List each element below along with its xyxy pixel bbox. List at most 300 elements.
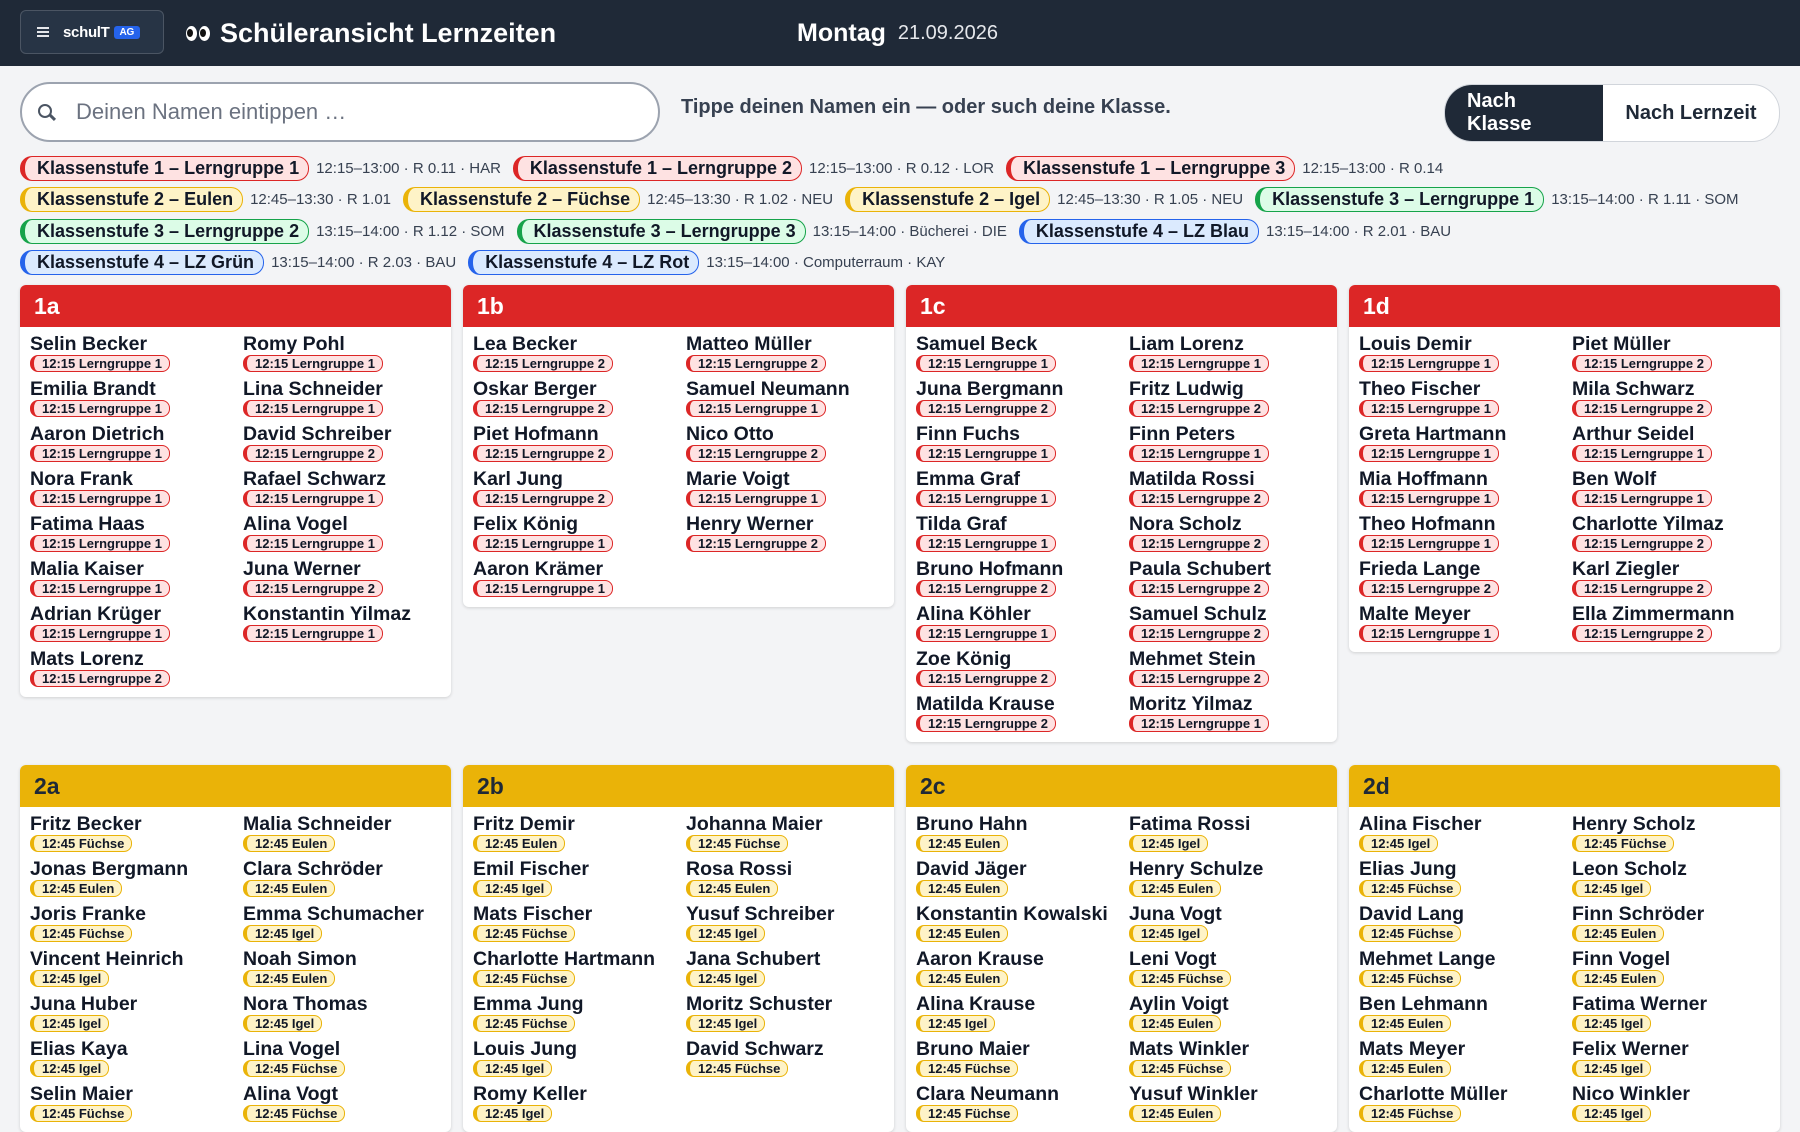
student-name: Charlotte Müller	[1359, 1083, 1508, 1105]
group-meta: 12:15–13:00 · R 0.14	[1302, 160, 1444, 178]
student-entry[interactable]	[1129, 331, 1337, 376]
student-entry[interactable]	[1359, 511, 1572, 556]
student-name: Emma Schumacher	[243, 903, 424, 925]
study-group-badge: 12:15 Lerngruppe 2	[1129, 490, 1269, 507]
student-list	[463, 807, 894, 1132]
day-name: Montag	[797, 18, 886, 47]
student-entry[interactable]	[1572, 811, 1780, 856]
student-name: Moritz Yilmaz	[1129, 693, 1253, 715]
student-name: Fritz Demir	[473, 813, 575, 835]
student-name: Samuel Schulz	[1129, 603, 1267, 625]
group-badge: Klassenstufe 3 – Lerngruppe 2	[20, 219, 309, 244]
study-group-badge: 12:45 Igel	[30, 1015, 109, 1032]
student-name: Romy Pohl	[243, 333, 345, 355]
student-name: Finn Schröder	[1572, 903, 1705, 925]
study-group-badge: 12:15 Lerngruppe 1	[243, 355, 383, 372]
student-entry[interactable]	[473, 811, 686, 856]
study-group-badge: 12:45 Füchse	[1359, 925, 1461, 942]
student-name: David Schreiber	[243, 423, 392, 445]
student-entry[interactable]	[473, 376, 686, 421]
student-entry[interactable]	[243, 946, 451, 991]
study-group-badge: 12:45 Igel	[243, 925, 322, 942]
study-group-badge: 12:45 Füchse	[916, 1060, 1018, 1077]
class-card-1c	[906, 285, 1337, 742]
student-name: Jonas Bergmann	[30, 858, 189, 880]
study-group-badge: 12:15 Lerngruppe 1	[243, 400, 383, 417]
student-entry[interactable]	[686, 376, 894, 421]
student-entry[interactable]	[916, 691, 1129, 736]
student-name: Nora Thomas	[243, 993, 368, 1015]
student-name: Theo Fischer	[1359, 378, 1481, 400]
study-group-badge: 12:15 Lerngruppe 2	[916, 715, 1056, 732]
student-name: Frieda Lange	[1359, 558, 1481, 580]
class-card-2c	[906, 765, 1337, 1132]
student-entry[interactable]	[243, 811, 451, 856]
student-entry[interactable]	[1572, 946, 1780, 991]
study-group-badge: 12:45 Füchse	[1129, 1060, 1231, 1077]
student-name: Greta Hartmann	[1359, 423, 1507, 445]
student-entry[interactable]	[1359, 1036, 1572, 1081]
student-entry[interactable]	[473, 556, 686, 601]
student-entry[interactable]	[1129, 811, 1337, 856]
study-group-badge: 12:45 Füchse	[473, 970, 575, 987]
study-group-badge: 12:15 Lerngruppe 2	[686, 445, 826, 462]
student-entry[interactable]	[243, 421, 451, 466]
class-card-title: 2c	[906, 765, 1337, 807]
study-group-badge: 12:15 Lerngruppe 2	[473, 355, 613, 372]
study-group-badge: 12:45 Füchse	[473, 925, 575, 942]
group-meta: 12:15–13:00 · R 0.11 · HAR	[316, 160, 501, 178]
student-name: Clara Neumann	[916, 1083, 1060, 1105]
study-group-badge: 12:15 Lerngruppe 1	[916, 445, 1056, 462]
menu-button[interactable]	[20, 10, 164, 54]
study-group-badge: 12:45 Igel	[1572, 1105, 1651, 1122]
student-name: Mats Fischer	[473, 903, 593, 925]
student-entry[interactable]	[1572, 556, 1780, 601]
student-entry[interactable]	[686, 466, 894, 511]
student-entry[interactable]	[243, 1081, 451, 1126]
study-group-badge: 12:15 Lerngruppe 1	[30, 355, 170, 372]
class-card-title: 1c	[906, 285, 1337, 327]
student-name: Liam Lorenz	[1129, 333, 1244, 355]
legend-item[interactable]	[468, 250, 945, 275]
study-group-badge: 12:15 Lerngruppe 2	[916, 400, 1056, 417]
student-name: Oskar Berger	[473, 378, 597, 400]
study-group-badge: 12:15 Lerngruppe 1	[30, 535, 170, 552]
study-group-badge: 12:45 Igel	[686, 1015, 765, 1032]
student-entry[interactable]	[243, 331, 451, 376]
student-entry[interactable]	[473, 1081, 686, 1126]
legend-row	[20, 247, 1780, 278]
student-entry[interactable]	[1572, 466, 1780, 511]
student-name: Mehmet Lange	[1359, 948, 1496, 970]
student-entry[interactable]	[30, 511, 243, 556]
study-group-badge: 12:15 Lerngruppe 1	[473, 535, 613, 552]
study-group-badge: 12:45 Igel	[916, 1015, 995, 1032]
study-group-badge: 12:15 Lerngruppe 1	[1359, 625, 1499, 642]
study-group-badge: 12:45 Eulen	[1359, 1015, 1451, 1032]
student-entry[interactable]	[686, 946, 894, 991]
student-entry[interactable]	[243, 991, 451, 1036]
student-entry[interactable]	[1359, 466, 1572, 511]
student-name: Bruno Hahn	[916, 813, 1028, 835]
student-name: David Lang	[1359, 903, 1465, 925]
student-entry[interactable]	[30, 946, 243, 991]
study-group-badge: 12:15 Lerngruppe 1	[916, 535, 1056, 552]
legend-item[interactable]	[517, 219, 1007, 244]
legend-item[interactable]	[20, 219, 505, 244]
student-entry[interactable]	[686, 1036, 894, 1081]
student-name: Moritz Schuster	[686, 993, 833, 1015]
student-name: Aylin Voigt	[1129, 993, 1229, 1015]
student-entry[interactable]	[30, 466, 243, 511]
student-name: Henry Schulze	[1129, 858, 1264, 880]
student-entry[interactable]	[1129, 466, 1337, 511]
study-group-badge: 12:15 Lerngruppe 1	[1359, 445, 1499, 462]
student-name: Samuel Neumann	[686, 378, 850, 400]
study-group-badge: 12:15 Lerngruppe 1	[243, 535, 383, 552]
study-group-badge: 12:15 Lerngruppe 2	[1572, 625, 1712, 642]
student-name: Juna Vogt	[1129, 903, 1222, 925]
student-entry[interactable]	[30, 901, 243, 946]
student-entry[interactable]	[1572, 991, 1780, 1036]
student-entry[interactable]	[916, 1081, 1129, 1126]
student-entry[interactable]	[916, 1036, 1129, 1081]
study-group-badge: 12:45 Igel	[1572, 880, 1651, 897]
search-box[interactable]	[20, 82, 660, 142]
toggle-by-time-button[interactable]: Nach Lernzeit	[1625, 101, 1757, 124]
student-entry[interactable]	[1129, 991, 1337, 1036]
study-group-badge: 12:45 Igel	[1359, 835, 1438, 852]
student-entry[interactable]	[686, 901, 894, 946]
page-title-text: Schüleransicht Lernzeiten	[220, 17, 557, 48]
study-group-badge: 12:15 Lerngruppe 1	[30, 400, 170, 417]
student-entry[interactable]	[30, 1081, 243, 1126]
study-group-badge: 12:45 Igel	[686, 970, 765, 987]
student-entry[interactable]	[243, 1036, 451, 1081]
student-entry[interactable]	[30, 991, 243, 1036]
student-name: Finn Fuchs	[916, 423, 1020, 445]
student-entry[interactable]	[916, 946, 1129, 991]
student-entry[interactable]	[916, 601, 1129, 646]
legend-item[interactable]	[20, 250, 456, 275]
student-name: Lina Schneider	[243, 378, 383, 400]
group-badge: Klassenstufe 2 – Füchse	[403, 187, 640, 212]
student-name: Leon Scholz	[1572, 858, 1687, 880]
student-name: Aaron Dietrich	[30, 423, 165, 445]
study-group-badge: 12:15 Lerngruppe 1	[243, 625, 383, 642]
class-card-1d	[1349, 285, 1780, 652]
group-badge: Klassenstufe 3 – Lerngruppe 3	[517, 219, 806, 244]
student-entry[interactable]	[243, 601, 451, 646]
student-entry[interactable]	[1129, 691, 1337, 736]
student-entry[interactable]	[1359, 376, 1572, 421]
study-group-badge: 12:45 Eulen	[916, 880, 1008, 897]
study-group-badge: 12:45 Füchse	[30, 1105, 132, 1122]
student-entry[interactable]	[473, 421, 686, 466]
student-entry[interactable]	[686, 856, 894, 901]
student-entry[interactable]	[30, 421, 243, 466]
student-entry[interactable]	[686, 991, 894, 1036]
student-name: Fatima Haas	[30, 513, 145, 535]
student-entry[interactable]	[916, 376, 1129, 421]
student-entry[interactable]	[1359, 601, 1572, 646]
student-entry[interactable]	[1359, 946, 1572, 991]
group-badge: Klassenstufe 4 – LZ Grün	[20, 250, 264, 275]
student-entry[interactable]	[243, 376, 451, 421]
study-group-badge: 12:15 Lerngruppe 2	[1129, 625, 1269, 642]
student-entry[interactable]	[916, 466, 1129, 511]
student-name: Selin Becker	[30, 333, 148, 355]
student-name: Paula Schubert	[1129, 558, 1271, 580]
student-name: Charlotte Hartmann	[473, 948, 656, 970]
student-entry[interactable]	[686, 511, 894, 556]
student-entry[interactable]	[1129, 946, 1337, 991]
student-entry[interactable]	[473, 991, 686, 1036]
class-card-1a	[20, 285, 451, 697]
student-entry[interactable]	[1572, 511, 1780, 556]
student-entry[interactable]	[1572, 1036, 1780, 1081]
student-entry[interactable]	[1572, 331, 1780, 376]
student-name: Rosa Rossi	[686, 858, 793, 880]
legend-item[interactable]	[1019, 219, 1451, 244]
student-entry[interactable]	[916, 856, 1129, 901]
group-badge: Klassenstufe 3 – Lerngruppe 1	[1255, 187, 1544, 212]
student-name: Alina Vogel	[243, 513, 348, 535]
student-name: Lea Becker	[473, 333, 578, 355]
study-group-badge: 12:15 Lerngruppe 2	[916, 670, 1056, 687]
student-entry[interactable]	[1572, 856, 1780, 901]
student-name: Karl Jung	[473, 468, 563, 490]
student-entry[interactable]	[30, 856, 243, 901]
group-meta: 13:15–14:00 · Bücherei · DIE	[812, 222, 1007, 240]
group-badge: Klassenstufe 4 – LZ Rot	[468, 250, 699, 275]
study-group-badge: 12:15 Lerngruppe 2	[1129, 535, 1269, 552]
student-entry[interactable]	[1129, 511, 1337, 556]
day-date: 21.09.2026	[897, 21, 998, 44]
student-entry[interactable]	[473, 1036, 686, 1081]
legend-item[interactable]	[1255, 187, 1738, 212]
student-entry[interactable]	[243, 466, 451, 511]
legend-item[interactable]	[845, 187, 1243, 212]
student-entry[interactable]	[30, 376, 243, 421]
study-group-badge: 12:15 Lerngruppe 1	[30, 580, 170, 597]
student-entry[interactable]	[473, 856, 686, 901]
student-entry[interactable]	[1129, 1036, 1337, 1081]
student-entry[interactable]	[243, 511, 451, 556]
student-entry[interactable]	[473, 901, 686, 946]
group-meta: 12:45–13:30 · R 1.01	[250, 191, 392, 209]
student-entry[interactable]	[1129, 601, 1337, 646]
class-card-title: 1d	[1349, 285, 1780, 327]
student-entry[interactable]	[916, 421, 1129, 466]
student-name: Theo Hofmann	[1359, 513, 1496, 535]
student-entry[interactable]	[1129, 901, 1337, 946]
student-name: Malia Kaiser	[30, 558, 144, 580]
page-title	[186, 0, 556, 66]
student-name: Finn Peters	[1129, 423, 1236, 445]
study-group-badge: 12:45 Eulen	[1129, 1015, 1221, 1032]
study-group-badge: 12:15 Lerngruppe 1	[1129, 445, 1269, 462]
student-entry[interactable]	[30, 811, 243, 856]
student-entry[interactable]	[916, 511, 1129, 556]
student-name: Konstantin Kowalski	[916, 903, 1108, 925]
student-entry[interactable]	[1359, 856, 1572, 901]
study-group-badge: 12:45 Igel	[30, 1060, 109, 1077]
student-name: Clara Schröder	[243, 858, 383, 880]
group-meta: 12:45–13:30 · R 1.05 · NEU	[1057, 191, 1244, 209]
student-name: Henry Scholz	[1572, 813, 1696, 835]
study-group-badge: 12:15 Lerngruppe 1	[1572, 445, 1712, 462]
student-list	[906, 327, 1337, 742]
study-group-badge: 12:45 Füchse	[1359, 970, 1461, 987]
student-entry[interactable]	[1129, 421, 1337, 466]
study-group-badge: 12:45 Igel	[1129, 925, 1208, 942]
student-entry[interactable]	[1572, 901, 1780, 946]
student-name: Alina Vogt	[243, 1083, 338, 1105]
student-name: Alina Fischer	[1359, 813, 1482, 835]
student-name: Aaron Krämer	[473, 558, 604, 580]
student-list	[1349, 807, 1780, 1132]
study-group-badge: 12:45 Igel	[243, 1015, 322, 1032]
student-entry[interactable]	[916, 646, 1129, 691]
group-badge: Klassenstufe 1 – Lerngruppe 3	[1006, 156, 1295, 181]
student-entry[interactable]	[243, 901, 451, 946]
study-group-badge: 12:45 Eulen	[243, 970, 335, 987]
student-name: Malia Schneider	[243, 813, 392, 835]
study-group-badge: 12:15 Lerngruppe 2	[473, 445, 613, 462]
student-entry[interactable]	[30, 601, 243, 646]
class-card-title: 1b	[463, 285, 894, 327]
student-entry[interactable]	[243, 556, 451, 601]
student-entry[interactable]	[473, 466, 686, 511]
study-group-badge: 12:15 Lerngruppe 2	[686, 535, 826, 552]
student-entry[interactable]	[686, 331, 894, 376]
student-entry[interactable]	[1129, 1081, 1337, 1126]
study-group-badge: 12:45 Füchse	[243, 1060, 345, 1077]
student-entry[interactable]	[1572, 1081, 1780, 1126]
study-group-badge: 12:45 Igel	[473, 880, 552, 897]
student-entry[interactable]	[1359, 421, 1572, 466]
student-entry[interactable]	[1359, 811, 1572, 856]
student-entry[interactable]	[1359, 556, 1572, 601]
student-entry[interactable]	[1359, 331, 1572, 376]
student-entry[interactable]	[473, 511, 686, 556]
student-name: Felix Werner	[1572, 1038, 1689, 1060]
student-entry[interactable]	[916, 556, 1129, 601]
legend-item[interactable]	[20, 187, 391, 212]
student-entry[interactable]	[1129, 646, 1337, 691]
student-entry[interactable]	[30, 556, 243, 601]
student-list	[1349, 327, 1780, 652]
student-name: Nora Frank	[30, 468, 133, 490]
student-name: Emma Jung	[473, 993, 584, 1015]
student-list	[463, 327, 894, 607]
group-meta: 13:15–14:00 · R 1.12 · SOM	[316, 222, 505, 240]
search-icon	[38, 104, 54, 120]
study-group-badge: 12:15 Lerngruppe 2	[1129, 400, 1269, 417]
student-entry[interactable]	[1359, 991, 1572, 1036]
student-entry[interactable]	[30, 331, 243, 376]
group-badge: Klassenstufe 1 – Lerngruppe 2	[513, 156, 802, 181]
student-entry[interactable]	[473, 946, 686, 991]
student-entry[interactable]	[243, 856, 451, 901]
legend-item[interactable]	[20, 156, 501, 181]
student-name: Fatima Rossi	[1129, 813, 1251, 835]
student-entry[interactable]	[1129, 376, 1337, 421]
legend-item[interactable]	[403, 187, 833, 212]
legend-item[interactable]	[1006, 156, 1443, 181]
study-group-badge: 12:45 Eulen	[1129, 1105, 1221, 1122]
group-meta: 12:15–13:00 · R 0.12 · LOR	[809, 160, 995, 178]
study-group-badge: 12:15 Lerngruppe 1	[30, 490, 170, 507]
student-entry[interactable]	[1572, 601, 1780, 646]
student-entry[interactable]	[30, 646, 243, 691]
student-entry[interactable]	[1359, 901, 1572, 946]
student-name: Marie Voigt	[686, 468, 790, 490]
student-name: Juna Bergmann	[916, 378, 1064, 400]
study-group-badge: 12:15 Lerngruppe 1	[473, 580, 613, 597]
study-group-badge: 12:15 Lerngruppe 2	[1572, 535, 1712, 552]
student-name: Fritz Becker	[30, 813, 142, 835]
study-group-badge: 12:45 Füchse	[1572, 835, 1674, 852]
student-name: Zoe König	[916, 648, 1012, 670]
study-group-badge: 12:15 Lerngruppe 1	[686, 400, 826, 417]
student-name: Finn Vogel	[1572, 948, 1671, 970]
search-hint: Tippe deinen Namen ein — oder such deine Klasse.	[681, 96, 1171, 118]
student-entry[interactable]	[916, 331, 1129, 376]
study-group-badge: 12:45 Füchse	[30, 835, 132, 852]
study-group-badge: 12:15 Lerngruppe 1	[916, 625, 1056, 642]
toolbar	[0, 66, 1800, 156]
student-entry[interactable]	[686, 811, 894, 856]
legend-row	[20, 153, 1780, 184]
student-name: Adrian Krüger	[30, 603, 162, 625]
study-group-badge: 12:45 Eulen	[1572, 925, 1664, 942]
student-name: Nico Winkler	[1572, 1083, 1690, 1105]
student-entry[interactable]	[30, 1036, 243, 1081]
top-bar	[0, 0, 1800, 66]
class-card-1b	[463, 285, 894, 607]
student-entry[interactable]	[1359, 1081, 1572, 1126]
student-entry[interactable]	[1129, 856, 1337, 901]
student-name: Nora Scholz	[1129, 513, 1242, 535]
legend-item[interactable]	[513, 156, 994, 181]
search-input[interactable]	[74, 98, 618, 126]
toggle-by-class-button[interactable]: Nach Klasse	[1445, 85, 1603, 141]
student-entry[interactable]	[916, 811, 1129, 856]
study-group-badge: 12:15 Lerngruppe 2	[243, 580, 383, 597]
student-entry[interactable]	[1129, 556, 1337, 601]
study-group-badge: 12:15 Lerngruppe 1	[1129, 355, 1269, 372]
group-badge: Klassenstufe 1 – Lerngruppe 1	[20, 156, 309, 181]
student-name: Malte Meyer	[1359, 603, 1471, 625]
student-entry[interactable]	[916, 991, 1129, 1036]
student-entry[interactable]	[916, 901, 1129, 946]
student-name: Elias Kaya	[30, 1038, 128, 1060]
student-name: Jana Schubert	[686, 948, 821, 970]
student-entry[interactable]	[473, 331, 686, 376]
student-entry[interactable]	[686, 421, 894, 466]
student-name: Fritz Ludwig	[1129, 378, 1244, 400]
student-entry[interactable]	[1572, 376, 1780, 421]
study-group-badge: 12:45 Igel	[1572, 1015, 1651, 1032]
student-name: Noah Simon	[243, 948, 357, 970]
student-name: Joris Franke	[30, 903, 146, 925]
student-entry[interactable]	[1572, 421, 1780, 466]
group-badge: Klassenstufe 4 – LZ Blau	[1019, 219, 1259, 244]
student-name: Juna Werner	[243, 558, 361, 580]
